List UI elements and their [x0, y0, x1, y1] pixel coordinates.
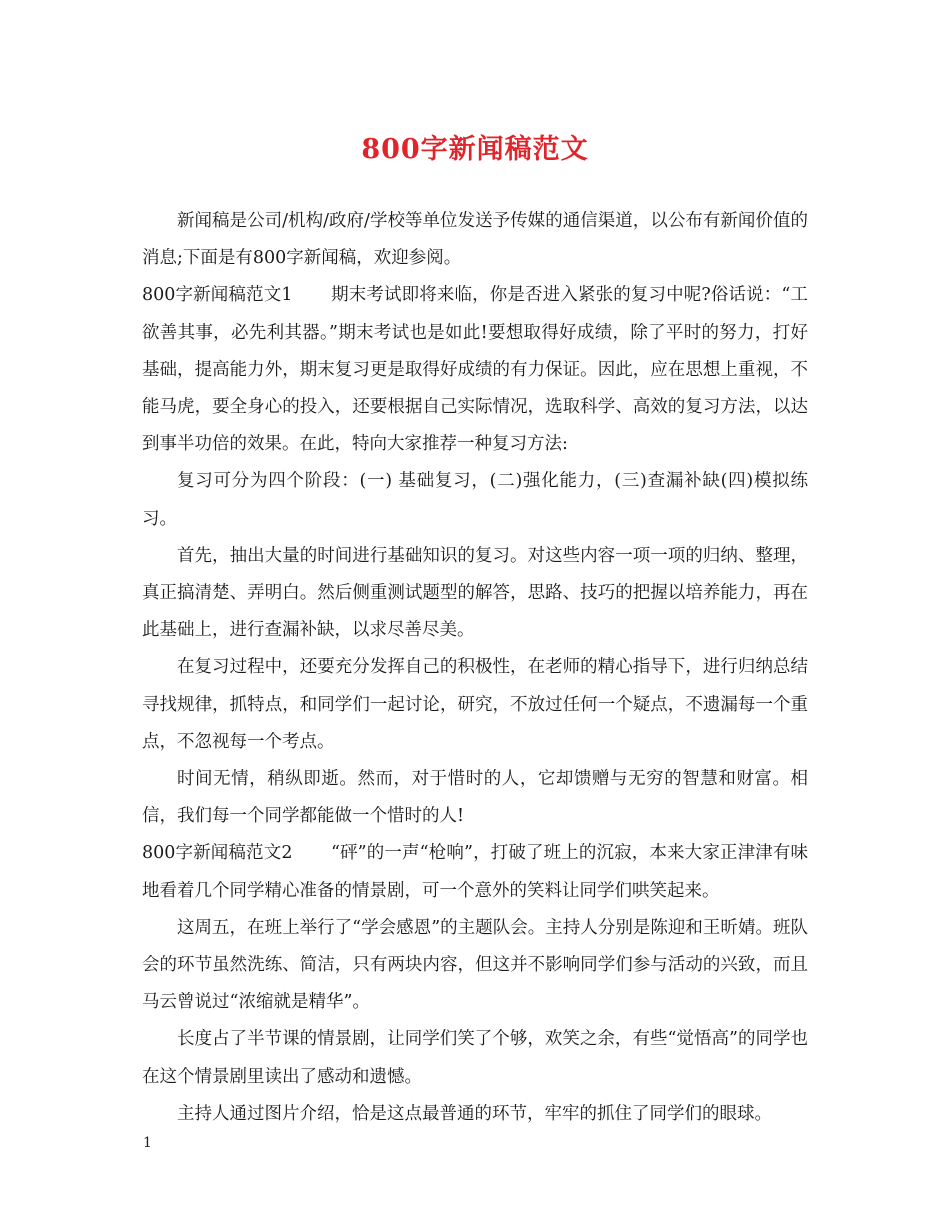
intro-paragraph: 新闻稿是公司/机构/政府/学校等单位发送予传媒的通信渠道，以公布有新闻价值的消息;下面是有800字新闻稿，欢迎参阅。 — [142, 211, 808, 269]
paragraph: 复习可分为四个阶段：(一) 基础复习，(二)强化能力，(三)查漏补缺(四)模拟练习。 — [142, 471, 808, 529]
article-body — [142, 203, 808, 1133]
paragraph: 长度占了半节课的情景剧，让同学们笑了个够，欢笑之余，有些“觉悟高”的同学也在这个情景剧里读出了感动和遗憾。 — [142, 1029, 808, 1087]
sample1-lead-paragraph: 期末考试即将来临，你是否进入紧张的复习中呢?俗话说：“工欲善其事，必先利其器。”期末考试也是如此!要想取得好成绩，除了平时的努力，打好基础，提高能力外，期末复习更是取得好成绩的有力保证。因此，应在思想上重视，不能马虎，要全身心的投入，还要根据自己实际情况，选取科学、高效的复习方法，以达到事半功倍的效果。在此，特向大家推荐一种复习方法: — [142, 285, 808, 455]
page-number: 1 — [143, 1135, 152, 1151]
paragraph: 时间无情，稍纵即逝。然而，对于惜时的人，它却馈赠与无穷的智慧和财富。相信，我们每一个同学都能做一个惜时的人! — [142, 769, 808, 827]
paragraph: 在复习过程中，还要充分发挥自己的积极性，在老师的精心指导下，进行归纳总结寻找规律，抓特点，和同学们一起讨论，研究，不放过任何一个疑点，不遗漏每一个重点，不忽视每一个考点。 — [142, 657, 808, 752]
sample2-lead-paragraph: “砰”的一声“枪响”，打破了班上的沉寂，本来大家正津津有味地看着几个同学精心准备的情景剧，可一个意外的笑料让同学们哄笑起来。 — [142, 843, 808, 901]
sample1-section — [142, 277, 808, 463]
paragraph: 这周五，在班上举行了“学会感恩”的主题队会。主持人分别是陈迎和王昕婧。班队会的环节虽然洗练、简洁，只有两块内容，但这并不影响同学们参与活动的兴致，而且马云曾说过“浓缩就是精华”。 — [142, 917, 808, 1013]
sample1-heading: 800字新闻稿范文1 — [142, 285, 293, 306]
sample2-heading: 800字新闻稿范文2 — [142, 843, 293, 864]
page-title: 800字新闻稿范文 — [361, 134, 589, 165]
paragraph: 主持人通过图片介绍，恰是这点最普通的环节，牢牢的抓住了同学们的眼球。 — [177, 1103, 772, 1124]
paragraph: 首先，抽出大量的时间进行基础知识的复习。对这些内容一项一项的归纳、整理，真正搞清楚、弄明白。然后侧重测试题型的解答，思路、技巧的把握以培养能力，再在此基础上，进行查漏补缺，以求尽善尽美。 — [142, 545, 808, 641]
sample2-section — [142, 835, 808, 909]
